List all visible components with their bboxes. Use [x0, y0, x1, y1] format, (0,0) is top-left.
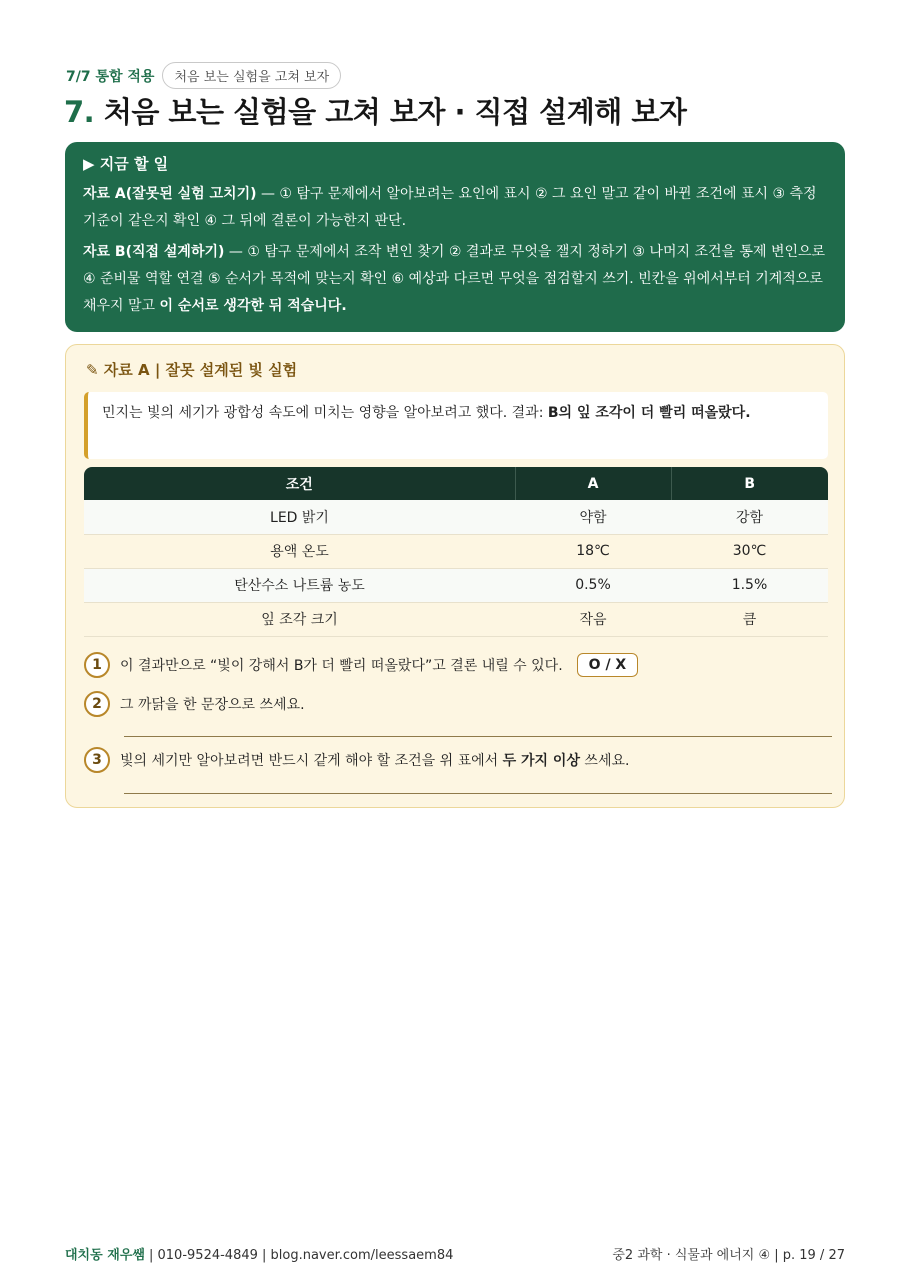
question-3-text-after: 쓰세요. [579, 753, 630, 769]
topic-chip: 처음 보는 실험을 고쳐 보자 [162, 62, 341, 89]
task-b-emphasis: 이 순서로 생각한 뒤 적습니다. [159, 298, 347, 314]
question-number-2: 2 [84, 691, 110, 717]
table-header-row [84, 467, 828, 500]
ox-answer-box[interactable]: O / X [577, 653, 639, 677]
question-number-3: 3 [84, 747, 110, 773]
question-number-1: 1 [84, 652, 110, 678]
unit-header [66, 62, 341, 89]
title-number: 7. [64, 95, 95, 129]
question-3-emphasis: 두 가지 이상 [502, 753, 580, 769]
table-cell: 1.5% [671, 568, 828, 602]
task-heading: ▶ 지금 할 일 [83, 155, 169, 173]
table-cell: LED 밝기 [84, 500, 515, 534]
page-footer [65, 1244, 845, 1263]
question-1-text: 이 결과만으로 “빛이 강해서 B가 더 빨리 떠올랐다”고 결론 내릴 수 있다. [120, 658, 563, 674]
table-cell: 탄산수소 나트륨 농도 [84, 568, 515, 602]
task-box [65, 142, 845, 332]
question-1 [84, 652, 638, 678]
exercise-a-heading: ✎ 자료 A | 잘못 설계된 빛 실험 [86, 361, 298, 379]
table-cell: 0.5% [515, 568, 671, 602]
answer-line-2[interactable] [124, 736, 832, 737]
scenario-callout [84, 392, 828, 459]
table-cell: 30℃ [671, 534, 828, 568]
footer-contact: | 010-9524-4849 | blog.naver.com/leessaem84 [144, 1248, 454, 1263]
question-3-text [120, 750, 629, 770]
task-a-text: — ① 탐구 문제에서 알아보려는 요인에 표시 ② 그 요인 말고 같이 바뀐 조건에 표시 ③ 측정 기준이 같은지 확인 ④ 그 뒤에 결론이 가능한지 판단. [83, 186, 817, 229]
table-row [84, 500, 828, 534]
table-cell: 잎 조각 크기 [84, 602, 515, 636]
footer-page-info: 중2 과학 · 식물과 에너지 ④ | p. 19 / 27 [612, 1248, 845, 1263]
table-cell: 강함 [671, 500, 828, 534]
footer-brand: 대치동 재우쌤 [65, 1248, 145, 1263]
table-row [84, 568, 828, 602]
unit-label: 7/7 통합 적용 [66, 68, 155, 85]
footer-left [65, 1244, 453, 1263]
question-2-text: 그 까닭을 한 문장으로 쓰세요. [120, 697, 305, 713]
table-cell: 작음 [515, 602, 671, 636]
task-b-label: 자료 B(직접 설계하기) [83, 244, 225, 260]
scenario-text: 민지는 빛의 세기가 광합성 속도에 미치는 영향을 알아보려고 했다. 결과: [102, 405, 548, 421]
table-cell: 18℃ [515, 534, 671, 568]
table-row [84, 534, 828, 568]
scenario-result: B의 잎 조각이 더 빨리 떠올랐다. [547, 405, 751, 421]
question-3 [84, 747, 629, 773]
table-header-condition: 조건 [84, 467, 515, 500]
title-text: 처음 보는 실험을 고쳐 보자 · 직접 설계해 보자 [103, 95, 687, 129]
question-3-text-before: 빛의 세기만 알아보려면 반드시 같게 해야 할 조건을 위 표에서 [120, 753, 503, 769]
conditions-table [84, 467, 828, 637]
page-title [64, 90, 686, 131]
table-header-b: B [671, 467, 828, 500]
question-2 [84, 691, 305, 717]
answer-line-3[interactable] [124, 793, 832, 794]
table-row [84, 602, 828, 636]
exercise-a-box [65, 344, 845, 808]
task-b-instructions [83, 239, 827, 320]
task-a-instructions [83, 181, 827, 235]
task-a-label: 자료 A(잘못된 실험 고치기) [83, 186, 257, 202]
table-cell: 약함 [515, 500, 671, 534]
table-cell: 용액 온도 [84, 534, 515, 568]
task-b-text: — ① 탐구 문제에서 조작 변인 찾기 ② 결과로 무엇을 잴지 정하기 ③ 나머지 조건을 통제 변인으로 ④ 준비물 역할 연결 ⑤ 순서가 목적에 맞는지 확인 ⑥ 예상과 다르면 무엇을 점검할지 쓰기. 빈칸을 위에서부터 기계적으로 채우지 말고 [83, 244, 826, 314]
table-header-a: A [515, 467, 671, 500]
table-cell: 큼 [671, 602, 828, 636]
